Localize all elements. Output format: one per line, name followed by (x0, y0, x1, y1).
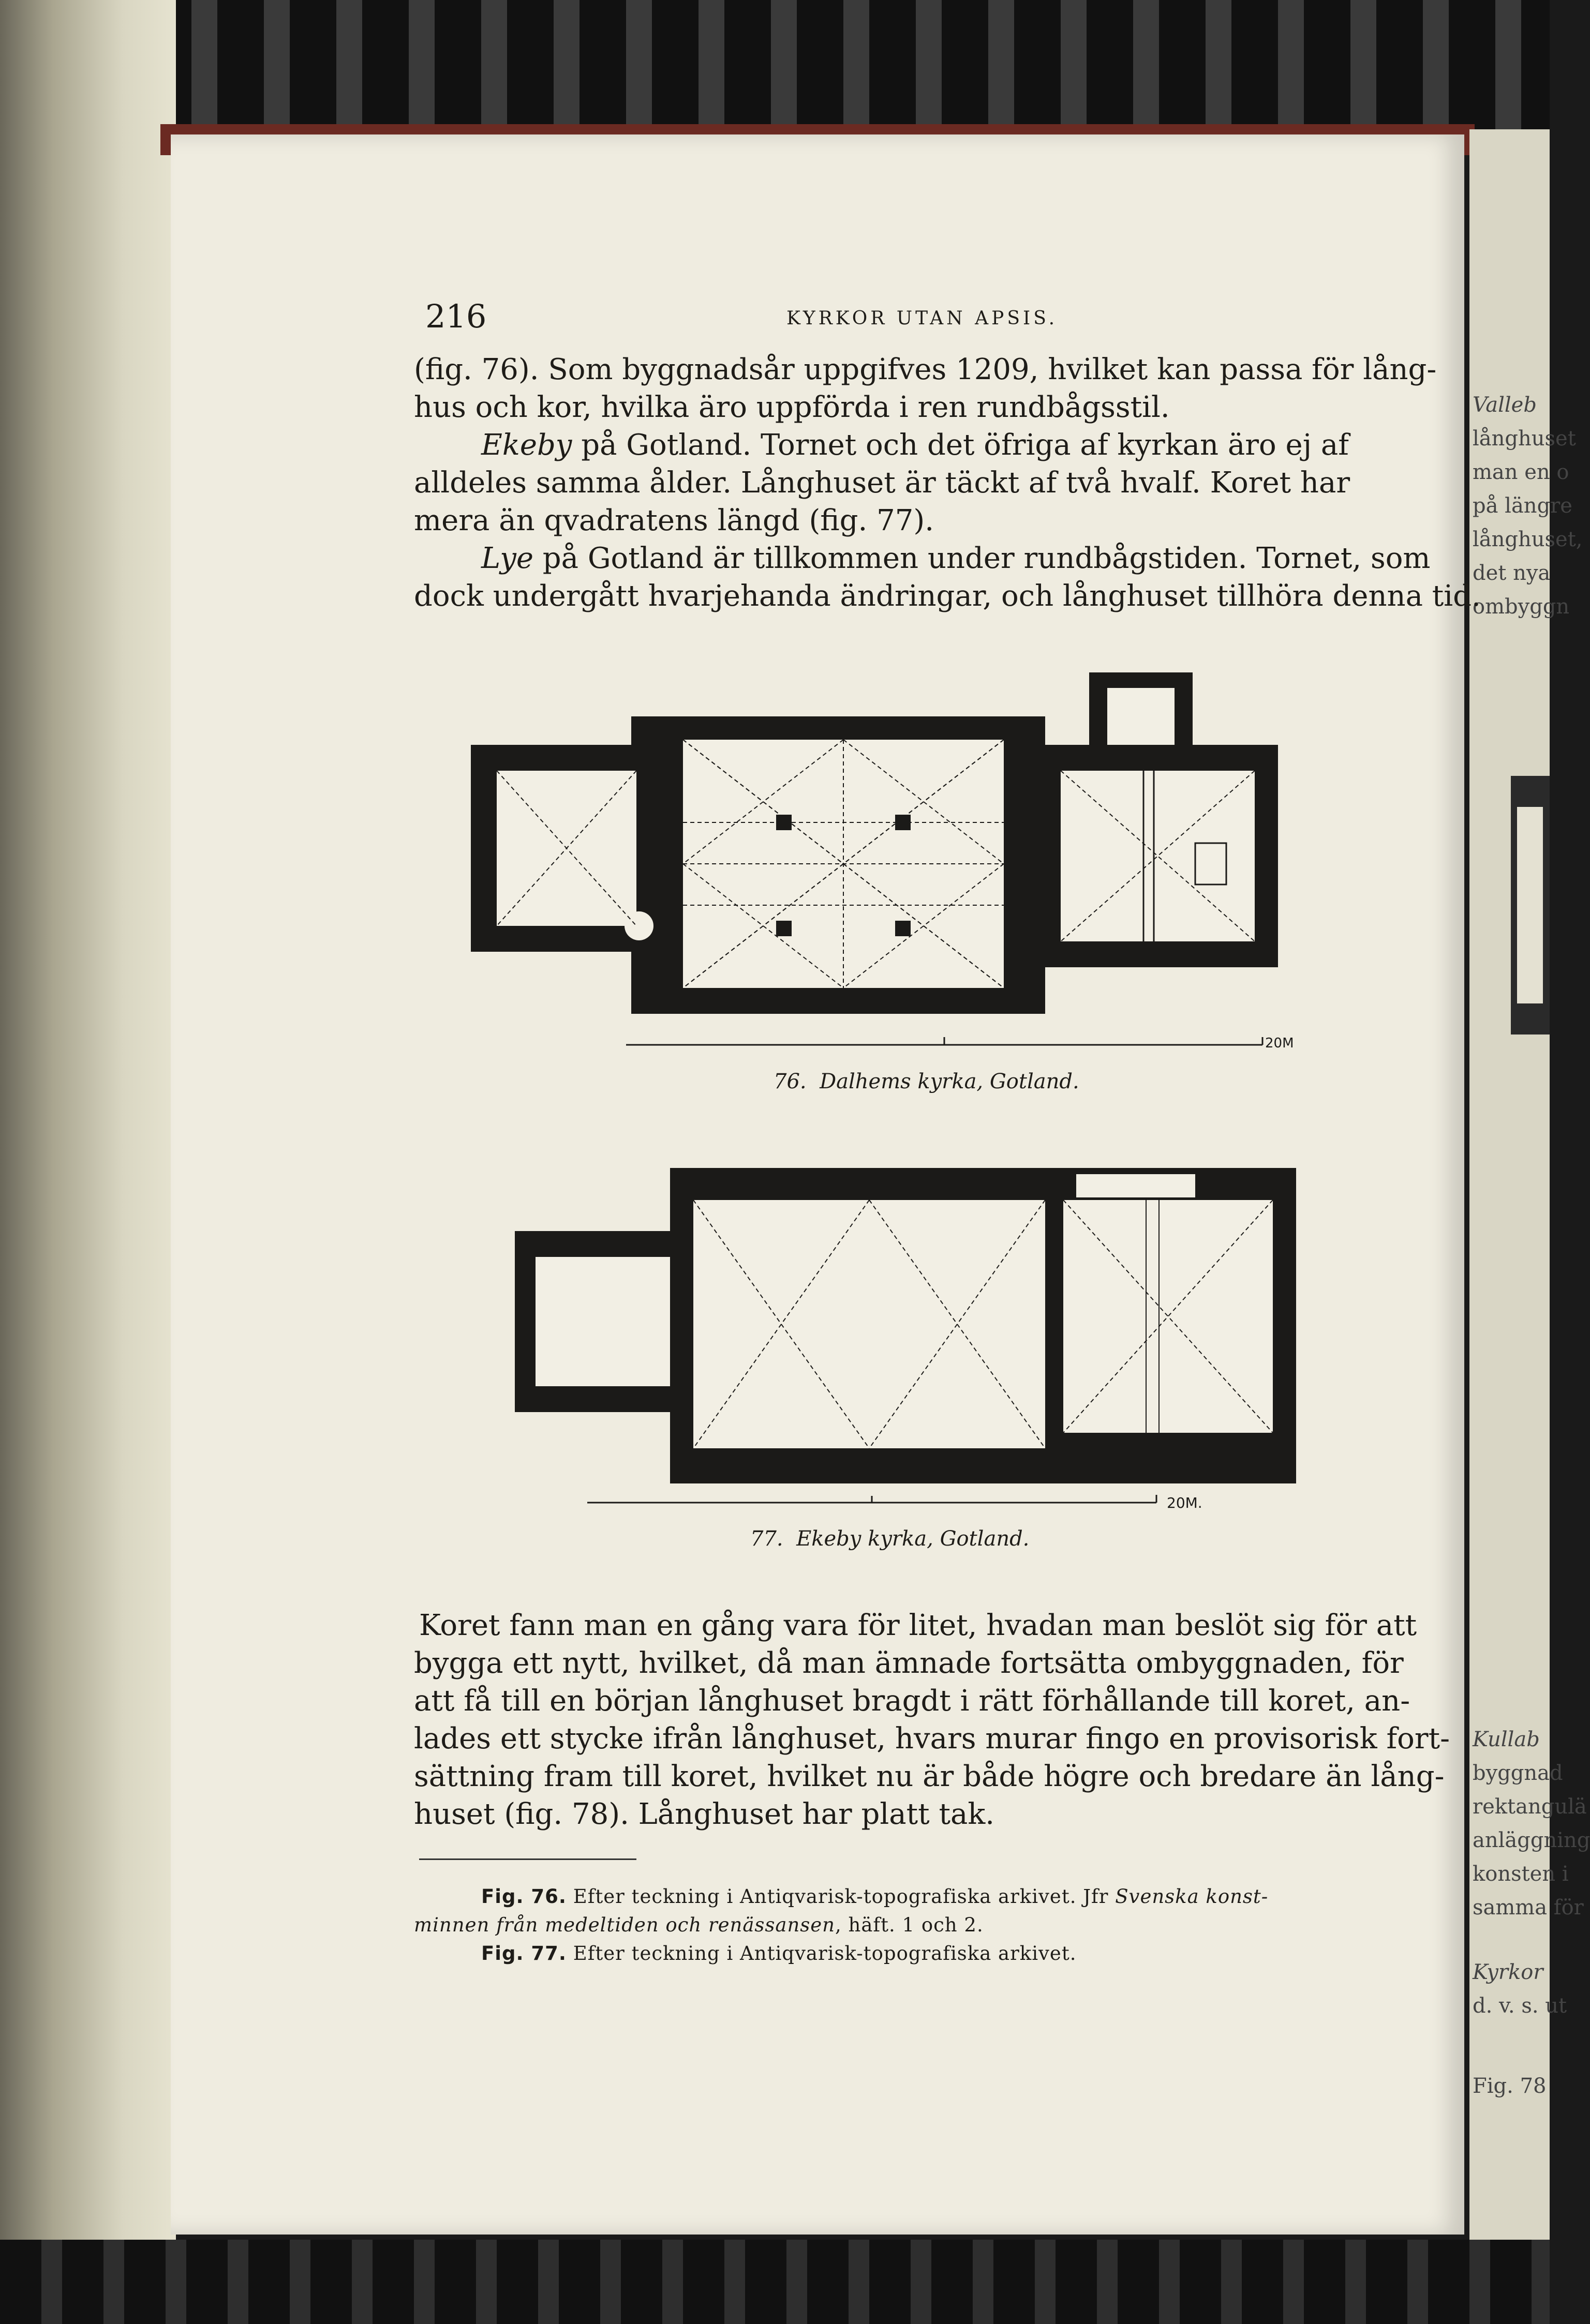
place-name: Lye (481, 542, 533, 575)
figure-76-floor-plan (466, 667, 1335, 1060)
facing-page-text: samma för (1473, 1896, 1584, 1920)
body-line: hus och kor, hvilka äro uppförda i ren rundbågsstil. (414, 391, 1170, 424)
footnote-label: Fig. 76. (481, 1885, 567, 1908)
body-line: bygga ett nytt, hvilket, då man ämnade fortsätta ombyggnaden, för (414, 1646, 1404, 1680)
footnote: minnen från medeltiden och renässansen, häft. 1 och 2. (414, 1914, 984, 1936)
running-head: KYRKOR UTAN APSIS. (786, 308, 1058, 329)
facing-page-text: d. v. s. ut (1473, 1994, 1567, 2018)
body-line: Ekeby på Gotland. Tornet och det öfriga af kyrkan äro ej af (481, 428, 1349, 462)
body-line: Koret fann man en gång vara för litet, hvadan man beslöt sig för att (419, 1609, 1417, 1642)
footnote: Fig. 77. Efter teckning i Antiqvarisk-topografiska arkivet. (481, 1942, 1077, 1965)
body-line: alldeles samma ålder. Långhuset är täckt af två hvalf. Koret har (414, 466, 1350, 500)
facing-page-text: ombyggn (1473, 595, 1570, 619)
page-number: 216 (425, 297, 487, 335)
body-line: huset (fig. 78). Långhuset har platt tak. (414, 1797, 995, 1831)
figure-76-caption: 76. Dalhems kyrka, Gotland. (774, 1070, 1079, 1093)
facing-page-text: Kullab (1473, 1728, 1540, 1751)
facing-page-text: det nya (1473, 561, 1551, 585)
body-line: mera än qvadratens längd (fig. 77). (414, 504, 934, 537)
figure-77-floor-plan (510, 1164, 1353, 1510)
book-bottom-edge (0, 2240, 1550, 2324)
footnote: Fig. 76. Efter teckning i Antiqvarisk-topografiska arkivet. Jfr Svenska konst- (481, 1885, 1269, 1908)
facing-page-figure (1511, 776, 1550, 1034)
body-line: Lye på Gotland är tillkommen under rundbågstiden. Tornet, som (481, 542, 1431, 575)
book-top-edge (0, 0, 1550, 129)
body-line: lades ett stycke ifrån långhuset, hvars murar fingo en provisorisk fort- (414, 1722, 1450, 1756)
facing-page-text: Kyrkor (1473, 1960, 1543, 1984)
facing-page-text: anläggning (1473, 1828, 1590, 1852)
footnote-rule (419, 1858, 636, 1860)
footnote-label: Fig. 77. (481, 1942, 567, 1965)
place-name: Ekeby (481, 428, 572, 462)
facing-page-text: Valleb (1473, 393, 1537, 417)
body-line: (fig. 76). Som byggnadsår uppgifves 1209, hvilket kan passa för lång- (414, 353, 1437, 386)
facing-page-text: Fig. 78 (1473, 2074, 1547, 2098)
book-page-stack (0, 0, 176, 2324)
facing-page-text: byggnad (1473, 1761, 1563, 1785)
facing-page-text: man en o (1473, 460, 1569, 484)
body-line: sättning fram till koret, hvilket nu är både högre och bredare än lång- (414, 1760, 1445, 1793)
facing-page-text: långhuset, (1473, 528, 1583, 551)
facing-page-text: långhuset (1473, 427, 1576, 451)
facing-page-text: konsten i (1473, 1862, 1569, 1886)
scale-label: 20M. (1167, 1494, 1202, 1511)
facing-page-text: rektangulä (1473, 1795, 1587, 1819)
facing-page-text: på längre (1473, 494, 1572, 518)
body-line: att få till en början långhuset bragdt i rätt förhållande till koret, an- (414, 1684, 1410, 1718)
figure-77-caption: 77. Ekeby kyrka, Gotland. (750, 1527, 1030, 1551)
body-line: dock undergått hvarjehanda ändringar, och långhuset tillhöra denna tid. (414, 579, 1481, 613)
facing-page (1469, 129, 1590, 2240)
scale-label: 20M (1265, 1036, 1294, 1051)
